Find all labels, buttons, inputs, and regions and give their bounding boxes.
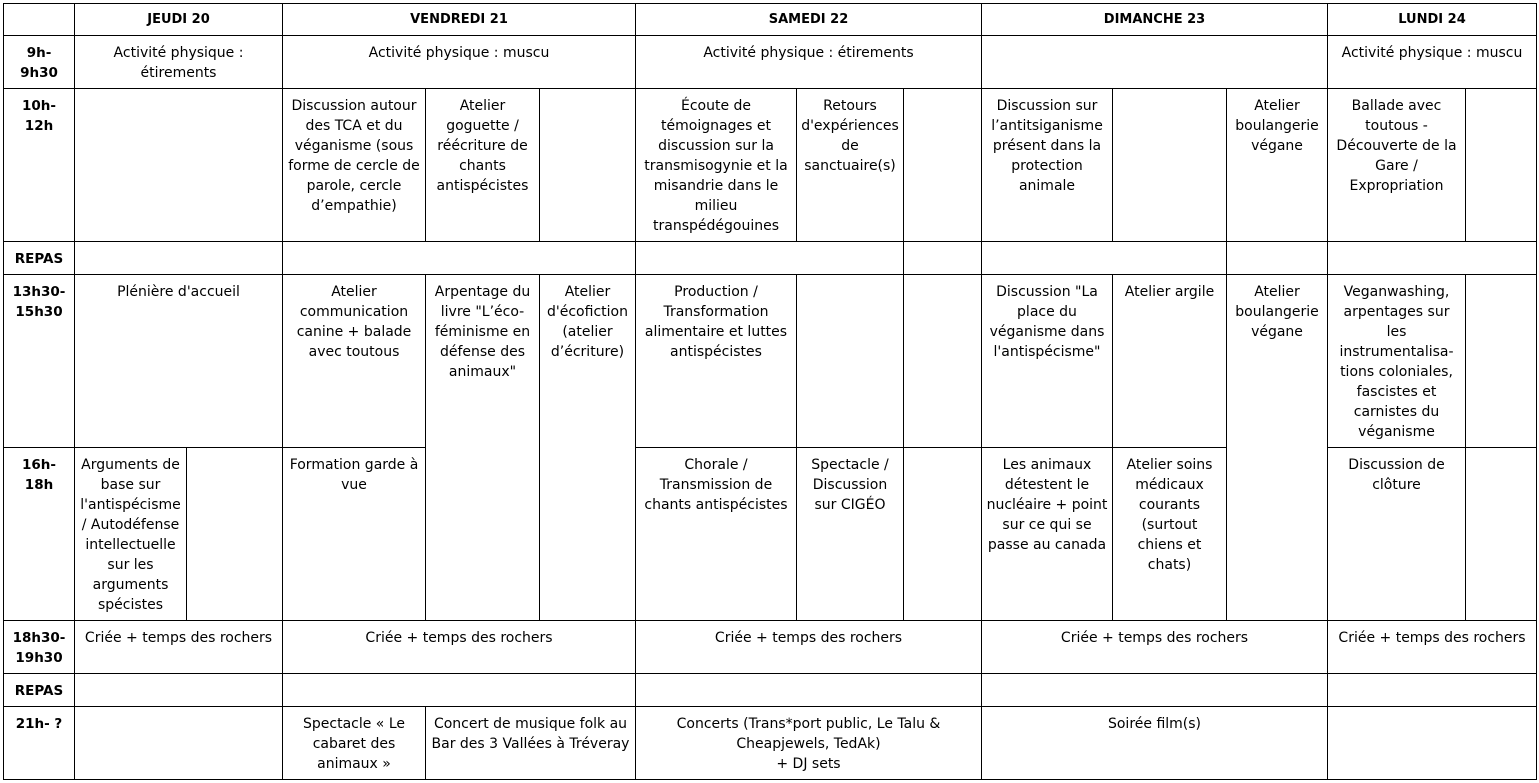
event-sun-soins-medicaux: Atelier soins médicaux courants (surtout chiens et chats) [1112,447,1227,621]
event-mon-morning-muscu: Activité physique : muscu [1327,35,1537,89]
event-sun-antitsiganisme: Discussion sur l’antitsiganisme présent dans la protection animale [981,88,1113,242]
empty-cell [74,706,283,780]
empty-cell [74,673,283,707]
event-sat-temoignages: Écoute de témoignages et discussion sur la transmisogynie et la misandrie dans le milieu transpédégouines [635,88,797,242]
empty-cell [981,241,1227,275]
event-mon-ballade: Ballade avec toutous - Découverte de la Gare / Expropriation [1327,88,1466,242]
empty-cell [1465,88,1537,242]
empty-cell [981,673,1328,707]
empty-cell [186,447,283,621]
time-slot-lunch: REPAS [3,241,75,275]
empty-cell [1327,673,1537,707]
event-sat-criee: Criée + temps des rochers [635,620,982,674]
event-fri-arpentage: Arpentage du livre "L’éco-féminisme en défense des animaux" [425,274,540,621]
event-fri-criee: Criée + temps des rochers [282,620,636,674]
time-slot-16h: 16h-18h [3,447,75,621]
time-slot-9h: 9h-9h30 [3,35,75,89]
day-header-thursday: JEUDI 20 [74,3,283,36]
event-sat-concerts: Concerts (Trans*port public, Le Talu & Cheapjewels, TedAk) + DJ sets [635,706,982,780]
event-sat-morning-stretch: Activité physique : étirements [635,35,982,89]
event-fri-concert-folk: Concert de musique folk au Bar des 3 Vallées à Tréveray [425,706,636,780]
event-fri-cabaret: Spectacle « Le cabaret des animaux » [282,706,426,780]
empty-cell [903,88,982,242]
event-sun-place-veganisme: Discussion "La place du véganisme dans l'antispécisme" [981,274,1113,448]
empty-cell [1465,447,1537,621]
empty-cell [539,88,636,242]
empty-cell [981,35,1328,89]
time-slot-dinner: REPAS [3,673,75,707]
event-sat-cigeo: Spectacle / Discussion sur CIGÉO [796,447,904,621]
time-slot-10h: 10h-12h [3,88,75,242]
empty-cell [1112,88,1227,242]
event-mon-veganwashing: Veganwashing, arpentages sur les instrumentalisa-tions coloniales, fascistes et carnistes du véganisme [1327,274,1466,448]
event-thu-morning-stretch: Activité physique : étirements [74,35,283,89]
event-thu-pleniere: Plénière d'accueil [74,274,283,448]
day-header-friday: VENDREDI 21 [282,3,636,36]
time-slot-13h30: 13h30- 15h30 [3,274,75,448]
event-sat-sanctuaires: Retours d'expériences de sanctuaire(s) [796,88,904,242]
event-mon-cloture: Discussion de clôture [1327,447,1466,621]
empty-cell [74,241,283,275]
empty-cell [796,274,904,448]
time-slot-18h30: 18h30- 19h30 [3,620,75,674]
event-sun-boulangerie-morning: Atelier boulangerie végane [1226,88,1328,242]
event-sun-criee: Criée + temps des rochers [981,620,1328,674]
event-fri-goguette: Atelier goguette / réécriture de chants antispécistes [425,88,540,242]
event-sun-boulangerie-afternoon: Atelier boulangerie végane [1226,274,1328,621]
empty-cell [1327,241,1537,275]
empty-cell [635,673,982,707]
event-sun-argile: Atelier argile [1112,274,1227,448]
empty-cell [1327,706,1537,780]
event-thu-arguments: Arguments de base sur l'antispécisme / Autodéfense intellectuelle sur les arguments spécistes [74,447,187,621]
event-thu-criee: Criée + temps des rochers [74,620,283,674]
empty-cell [282,673,636,707]
day-header-sunday: DIMANCHE 23 [981,3,1328,36]
time-slot-21h: 21h- ? [3,706,75,780]
corner-cell [3,3,75,36]
empty-cell [903,274,982,448]
day-header-saturday: SAMEDI 22 [635,3,982,36]
event-fri-communication-canine: Atelier communication canine + balade avec toutous [282,274,426,448]
event-sun-soiree-film: Soirée film(s) [981,706,1328,780]
empty-cell [282,241,636,275]
schedule-table [3,3,1537,780]
event-fri-garde-a-vue: Formation garde à vue [282,447,426,621]
day-header-monday: LUNDI 24 [1327,3,1537,36]
empty-cell [1226,241,1328,275]
empty-cell [903,241,982,275]
event-sat-chorale: Chorale / Transmission de chants antispécistes [635,447,797,621]
event-fri-tca-discussion: Discussion autour des TCA et du véganisme (sous forme de cercle de parole, cercle d’empathie) [282,88,426,242]
event-fri-morning-muscu: Activité physique : muscu [282,35,636,89]
event-sat-production: Production / Transformation alimentaire et luttes antispécistes [635,274,797,448]
event-mon-criee: Criée + temps des rochers [1327,620,1537,674]
empty-cell [635,241,904,275]
event-sun-nucleaire: Les animaux détestent le nucléaire + point sur ce qui se passe au canada [981,447,1113,621]
empty-cell [74,88,283,242]
empty-cell [903,447,982,621]
empty-cell [1465,274,1537,448]
event-fri-ecofiction: Atelier d'écofiction (atelier d’écriture) [539,274,636,621]
